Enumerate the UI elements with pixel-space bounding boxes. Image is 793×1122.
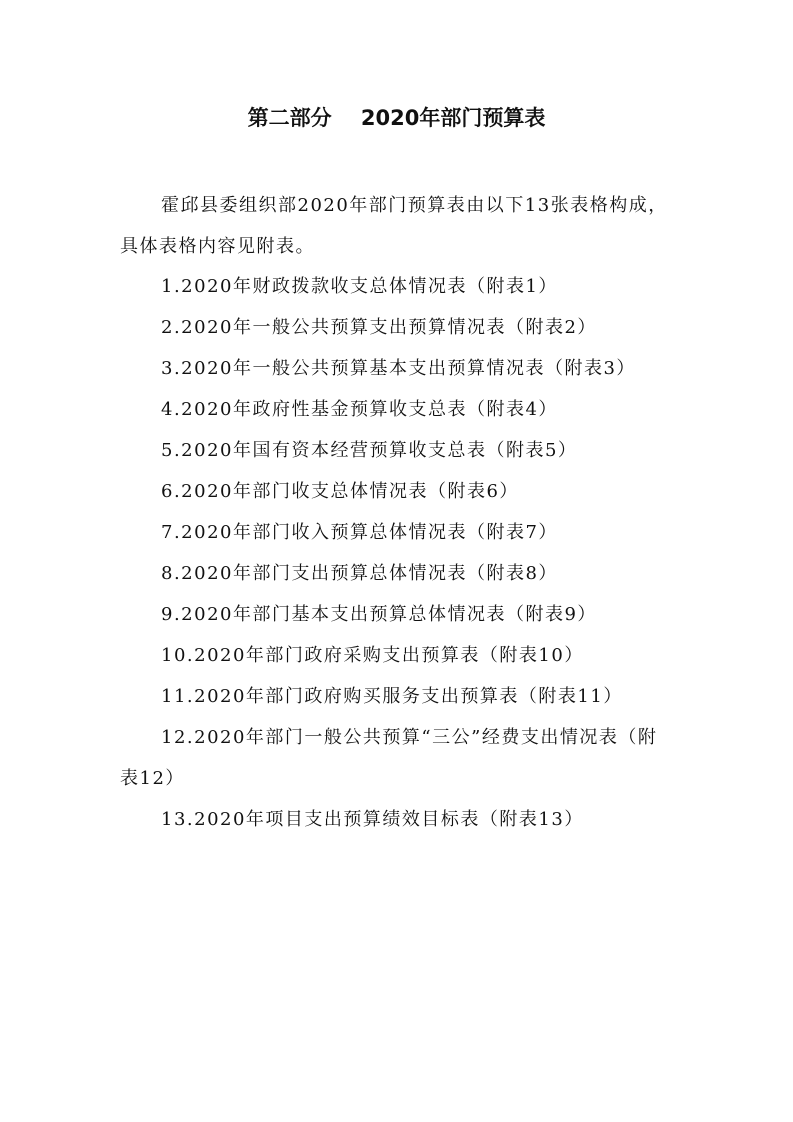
list-item: 11.2020年部门政府购买服务支出预算表（附表11） <box>161 686 623 707</box>
list-item: 6.2020年部门收支总体情况表（附表6） <box>161 481 519 502</box>
list-item: 5.2020年国有资本经营预算收支总表（附表5） <box>161 440 578 461</box>
list-item: 10.2020年部门政府采购支出预算表（附表10） <box>161 645 584 666</box>
intro-paragraph: 霍邱县委组织部2020年部门预算表由以下13张表格构成，具体表格内容见附表。 <box>120 195 668 257</box>
list-item: 1.2020年财政拨款收支总体情况表（附表1） <box>161 276 558 297</box>
list-item: 7.2020年部门收入预算总体情况表（附表7） <box>161 522 558 543</box>
list-item: 9.2020年部门基本支出预算总体情况表（附表9） <box>161 604 597 625</box>
list-item: 8.2020年部门支出预算总体情况表（附表8） <box>161 563 558 584</box>
list-item: 2.2020年一般公共预算支出预算情况表（附表2） <box>161 317 597 338</box>
list-item: 4.2020年政府性基金预算收支总表（附表4） <box>161 399 558 420</box>
list-item: 3.2020年一般公共预算基本支出预算情况表（附表3） <box>161 358 636 379</box>
list-item: 13.2020年项目支出预算绩效目标表（附表13） <box>161 809 584 830</box>
list-item: 12.2020年部门一般公共预算“三公”经费支出情况表（附表12） <box>120 727 658 789</box>
table-list <box>120 266 676 840</box>
page-title: 第二部分 2020年部门预算表 <box>247 106 546 130</box>
